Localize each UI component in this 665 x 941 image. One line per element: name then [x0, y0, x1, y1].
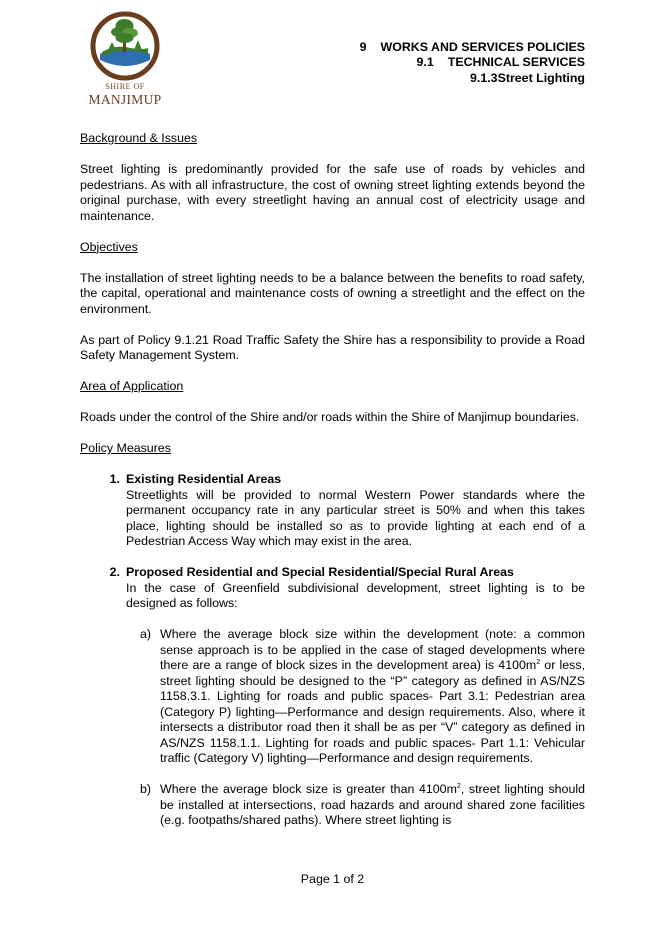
paragraph-objectives-2: As part of Policy 9.1.21 Road Traffic Safety the Shire has a responsibility to provide a Road Safety Management System. [80, 332, 585, 362]
subitem-b-text [160, 782, 585, 829]
policy-subitem-b [140, 782, 585, 844]
shire-logo [86, 8, 164, 110]
subitem-b-text-2: , street lighting should be installed at intersections, road hazards and around shared zone facilities (e.g. footpaths/shared paths). Where street lighting is [160, 782, 585, 827]
header-num-1: 9 [359, 40, 367, 54]
heading-policy: Policy Measures [80, 441, 171, 455]
policy-item-2 [80, 565, 585, 627]
subitem-b-text-1: Where the average block size is greater than 4100m [160, 782, 457, 796]
subitem-a-text [160, 627, 585, 767]
policy-item-2-text: In the case of Greenfield subdivisional development, street lighting is to be designed as follows: [126, 580, 585, 610]
subitem-b-sup: 2 [456, 782, 461, 790]
logo-line-1: SHIRE OF [105, 82, 145, 91]
heading-area: Area of Application [80, 379, 184, 393]
header-line-1 [360, 40, 585, 54]
paragraph-area: Roads under the control of the Shire and/or roads within the Shire of Manjimup boundaries. [80, 410, 580, 424]
subitem-a-sup: 2 [536, 658, 541, 666]
header-text-3: Street Lighting [497, 71, 585, 85]
policy-item-1-title: Existing Residential Areas [126, 472, 282, 486]
paragraph-objectives-1: The installation of street lighting needs to be a balance between the benefits to road safety, the capital, operational and maintenance costs of owning a streetlight and the effect on the environment. [80, 270, 585, 316]
header-line-2 [417, 55, 585, 69]
policy-item-1-number: 1. [109, 472, 120, 486]
page-number: Page 1 of 2 [300, 872, 365, 886]
policy-item-2-title: Proposed Residential and Special Residential/Special Rural Areas [126, 565, 514, 579]
subitem-a-letter: a) [140, 627, 152, 641]
header-text-1: WORKS AND SERVICES POLICIES [380, 40, 585, 54]
subitem-a-text-2: or less, street lighting should be designed to the “P” category as defined in AS/NZS 1158.3.1. Lighting for roads and public spaces- Part 3.1: Pedestrian area (Category P) lighting—Performance and design requirements. Also, where it intersects a distributor road then it shall be as per “V” category as defined in AS/NZS 1158.1.1. Lighting for roads and public spaces- Part 1.1: Vehicular traffic (Category V) lighting—Performance and design requirements. [160, 658, 586, 765]
header-num-3: 9.1.3 [470, 71, 498, 85]
policy-item-2-number: 2. [109, 565, 120, 579]
header-line-3 [470, 71, 585, 85]
policy-subitem-a [140, 627, 585, 782]
paragraph-background: Street lighting is predominantly provided for the safe use of roads by vehicles and pedestrians. As with all infrastructure, the cost of owning street lighting extends beyond the original purchase, with every streetlight having an annual cost of electricity usage and maintenance. [80, 162, 585, 223]
shire-emblem-icon [86, 8, 164, 82]
subitem-a-text-1: Where the average block size within the development (note: a common sense approach is to be applied in the case of staged developments where there are a range of block sizes in the development area) is 4100m [160, 627, 585, 672]
document-body [80, 131, 585, 844]
subitem-b-letter: b) [140, 782, 152, 796]
header-num-2: 9.1 [416, 55, 434, 69]
header-text-2: TECHNICAL SERVICES [447, 55, 585, 69]
heading-background: Background & Issues [80, 131, 198, 145]
logo-line-2: MANJIMUP [88, 92, 162, 107]
heading-objectives: Objectives [80, 239, 138, 254]
policy-item-1-text: Streetlights will be provided to normal Western Power standards where the permanent occupancy rate in any particular street is 50% and when this takes place, lighting should be installed so as to provide lighting at each end of a Pedestrian Access Way which may exist in the area. [126, 487, 585, 548]
policy-item-1 [80, 472, 585, 565]
